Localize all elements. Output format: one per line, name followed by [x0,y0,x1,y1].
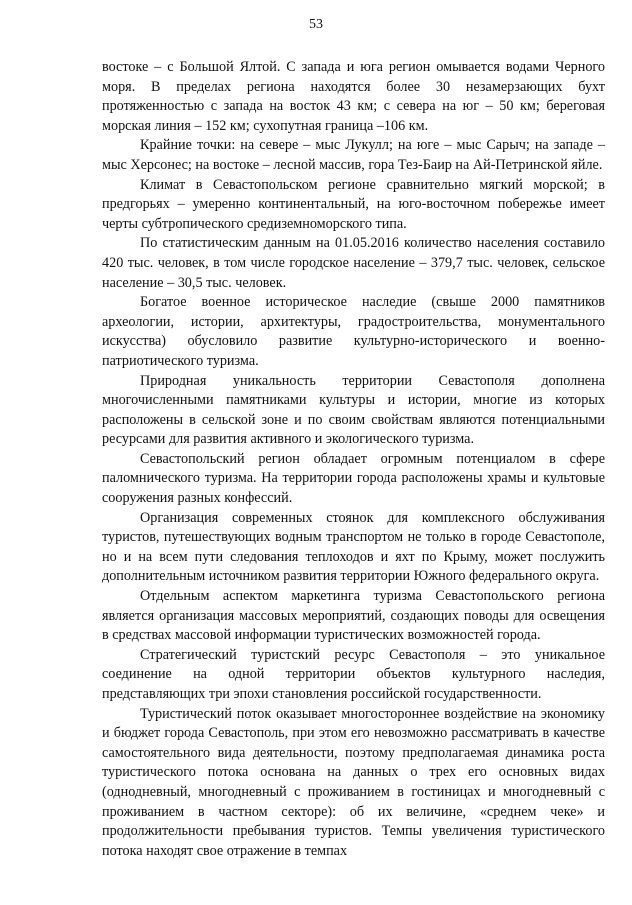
paragraph-climate: Климат в Севастопольском регионе сравнительно мягкий морской; в предгорьях – умеренно континентальный, на юго-восточном побережье имеет черты субтропического средиземноморского типа. [102,176,605,232]
paragraph-tourist-flow: Туристический поток оказывает многостороннее воздействие на экономику и бюджет города Севастополь, при этом его невозможно рассматривать в качестве самостоятельного вида деятельности, поэтому предполагаемая динамика роста туристического потока основана на данных о трех его основных видах (однодневный, многодневный с проживанием в гостиницах и многодневный с проживанием в частном секторе): об их величине, «среднем чеке» и продолжительности пребывания туристов. Темпы увеличения туристического потока находят свое отражение в темпах [102,705,605,859]
paragraph-population: По статистическим данным на 01.05.2016 количество населения составило 420 тыс. человек, в том числе городское население – 379,7 тыс. человек, сельское население – 30,5 тыс. человек. [102,235,605,291]
paragraph-extreme-points: Крайние точки: на севере – мыс Лукулл; на юге – мыс Сарыч; на западе – мыс Херсонес; на востоке – лесной массив, гора Тез-Баир на Ай-Петринской яйле. [102,137,605,173]
document-body [102,58,605,861]
paragraph-strategic-resource: Стратегический туристский ресурс Севастополя – это уникальное соединение на одной территории объектов культурного наследия, представляющих три эпохи становления российской государственности. [102,646,605,702]
page-number: 53 [309,17,323,32]
paragraph-heritage: Богатое военное историческое наследие (свыше 2000 памятников археологии, истории, архитектуры, градостроительства, монументального искусства) обусловило развитие культурно-исторического и военно-патриотического туризма. [102,294,605,369]
paragraph-location: востоке – с Большой Ялтой. С запада и юга регион омывается водами Черного моря. В пределах региона находятся более 30 незамерзающих бухт протяженностью с запада на восток 43 км; с севера на юг – 50 км; береговая морская линия – 152 км; сухопутная граница –106 км. [102,59,605,134]
paragraph-nature: Природная уникальность территории Севастополя дополнена многочисленными памятниками культуры и истории, многие из которых расположены в сельской зоне и по своим свойствам являются потенциальными ресурсами для развития активного и экологического туризма. [102,372,605,448]
paragraph-marketing: Отдельным аспектом маркетинга туризма Севастопольского региона является организация массовых мероприятий, создающих поводы для освещения в средствах массовой информации туристических возможностей города. [102,588,605,644]
paragraph-water-transport: Организация современных стоянок для комплексного обслуживания туристов, путешествующих водным транспортом не только в городе Севастополе, но и на всем пути следования теплоходов и яхт по Крыму, может послужить дополнительным источником развития территории Южного федерального округа. [102,509,605,585]
paragraph-pilgrimage: Севастопольский регион обладает огромным потенциалом в сфере паломнического туризма. На территории города расположены храмы и культовые сооружения разных конфессий. [102,450,605,507]
